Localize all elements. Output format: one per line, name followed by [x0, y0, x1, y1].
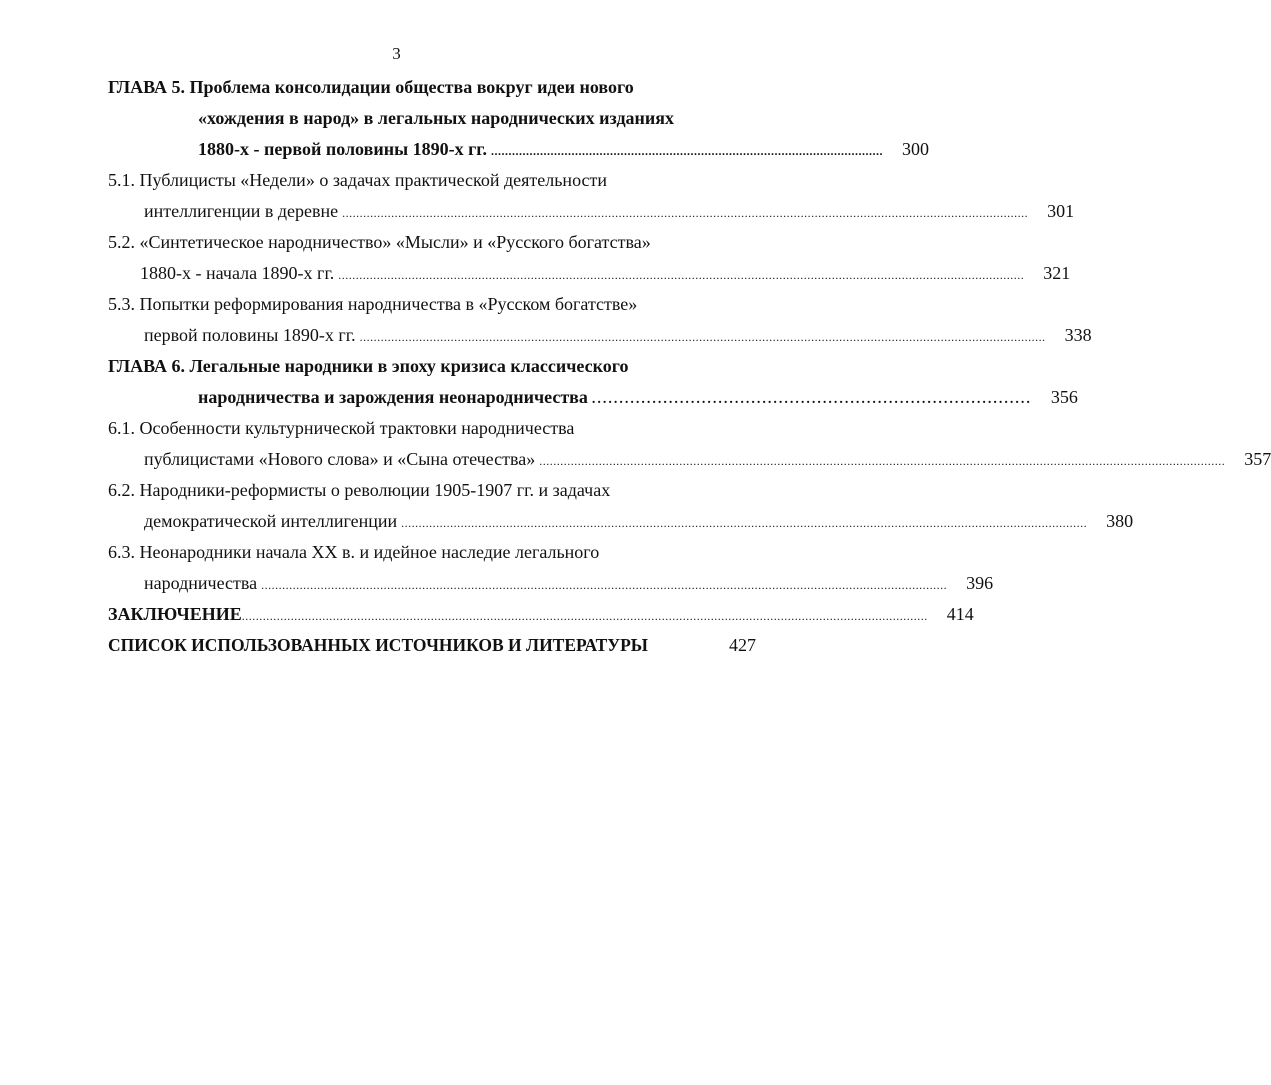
toc-bibliography-page: 427: [729, 635, 756, 655]
toc-section-6-3-line-2: [108, 568, 994, 599]
toc-section-5-3-title-part-1: 5.3. Попытки реформирования народничества в «Русском богатстве»: [108, 294, 638, 314]
toc-chapter-5-title-part-2: «хождения в народ» в легальных народнических изданиях: [198, 108, 675, 128]
toc-section-6-1-title-part-2: публицистами «Нового слова» и «Сына отечества»: [144, 449, 536, 469]
toc-section-6-3-page: 396: [966, 573, 994, 593]
toc-bibliography-title: СПИСОК ИСПОЛЬЗОВАННЫХ ИСТОЧНИКОВ И ЛИТЕРАТУРЫ: [108, 635, 648, 655]
toc-section-6-2-line-2: [108, 506, 1134, 537]
toc-section-6-2-title-part-2: демократической интеллигенции: [144, 511, 398, 531]
toc-section-5-2-title-part-1: 5.2. «Синтетическое народничество» «Мысли» и «Русского богатства»: [108, 232, 651, 252]
toc-chapter-5-line-3: [108, 134, 929, 165]
toc-section-5-1-title-part-2: интеллигенции в деревне: [144, 201, 339, 221]
toc-chapter-5-title-part-3: 1880-х - первой половины 1890-х гг.: [198, 139, 487, 159]
toc-chapter-6-page: 356: [1050, 387, 1078, 407]
toc-section-5-3-line-2: [108, 320, 1092, 351]
toc-section-6-2-line-1: [108, 475, 756, 506]
toc-chapter-6-line-1: [108, 351, 756, 382]
toc-chapter-5-page: 300: [901, 139, 929, 159]
toc-chapter-5-line-2: [108, 103, 756, 134]
dot-leader: ....................................................................................................................................................................................................: [338, 268, 1025, 282]
toc-chapter-6-title-part-1: ГЛАВА 6. Легальные народники в эпоху кризиса классического: [108, 356, 629, 376]
toc-chapter-6-title-part-2: народничества и зарождения неонародничества: [198, 387, 588, 407]
toc-section-6-3-title-part-1: 6.3. Неонародники начала XX в. и идейное наследие легального: [108, 542, 600, 562]
toc-chapter-5-title-part-1: ГЛАВА 5. Проблема консолидации общества вокруг идеи нового: [108, 77, 634, 97]
toc-conclusion-title: ЗАКЛЮЧЕНИЕ: [108, 604, 242, 624]
toc-section-5-3-title-part-2: первой половины 1890-х гг.: [144, 325, 356, 345]
table-of-contents: [108, 72, 1271, 661]
toc-conclusion: [108, 599, 974, 630]
toc-section-5-2-line-2: [108, 258, 1071, 289]
toc-section-5-1-line-1: [108, 165, 756, 196]
toc-section-6-1-title-part-1: 6.1. Особенности культурнической трактовки народничества: [108, 418, 575, 438]
toc-section-5-3-page: 338: [1064, 325, 1092, 345]
toc-section-6-2-page: 380: [1106, 511, 1134, 531]
toc-section-5-2-page: 321: [1043, 263, 1071, 283]
toc-section-6-3-line-1: [108, 537, 756, 568]
toc-chapter-5-line-1: [108, 72, 756, 103]
toc-section-6-2-title-part-1: 6.2. Народники-реформисты о революции 1905-1907 гг. и задачах: [108, 480, 611, 500]
dot-leader: ....................................................................................................................................................................................................: [342, 206, 1029, 220]
page-number: 3: [392, 44, 401, 63]
dot-leader: ................................................................................: [591, 392, 1032, 407]
toc-section-5-3-line-1: [108, 289, 756, 320]
dot-leader: ....................................................................................................................................................................................................: [261, 578, 948, 592]
dot-leader: ................................................................................................................: [490, 144, 883, 158]
toc-section-6-1-page: 357: [1244, 449, 1271, 469]
toc-chapter-6-line-2: [108, 382, 1078, 413]
toc-section-5-1-line-2: [108, 196, 1075, 227]
dot-leader: ....................................................................................................................................................................................................: [241, 609, 928, 623]
toc-section-5-1-title-part-1: 5.1. Публицисты «Недели» о задачах практической деятельности: [108, 170, 607, 190]
toc-conclusion-page: 414: [946, 604, 974, 624]
toc-section-5-1-page: 301: [1047, 201, 1075, 221]
toc-section-6-1-line-2: [108, 444, 1271, 475]
dot-leader: ....................................................................................................................................................................................................: [401, 516, 1088, 530]
dot-leader: ....................................................................................................................................................................................................: [539, 454, 1226, 468]
toc-section-6-3-title-part-2: народничества: [144, 573, 258, 593]
dot-leader: ....................................................................................................................................................................................................: [359, 330, 1046, 344]
toc-section-5-2-title-part-2: 1880-х - начала 1890-х гг.: [140, 263, 335, 283]
toc-bibliography: [108, 630, 756, 661]
toc-section-5-2-line-1: [108, 227, 756, 258]
toc-section-6-1-line-1: [108, 413, 756, 444]
